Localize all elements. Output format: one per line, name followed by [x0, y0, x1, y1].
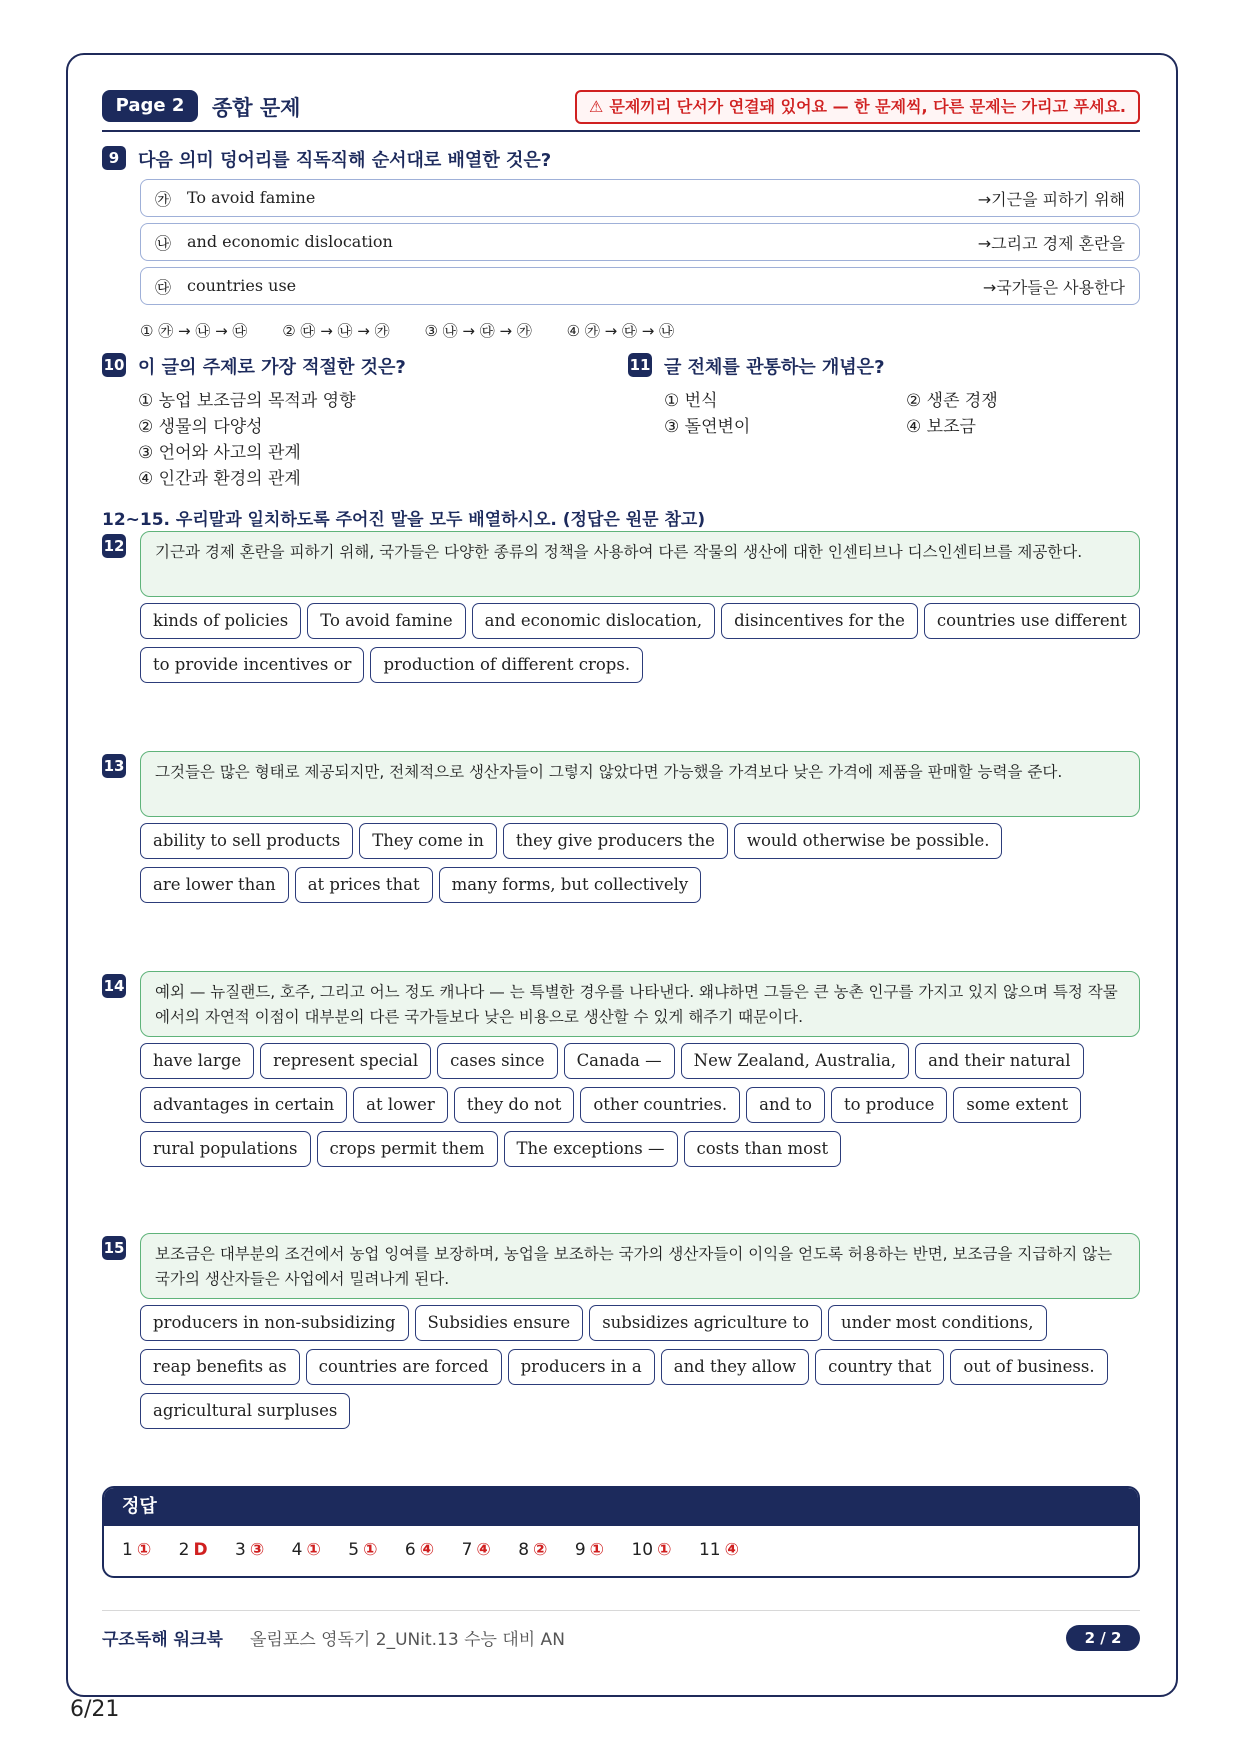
answer-option[interactable]: ④ 인간과 환경의 관계 [138, 469, 301, 489]
word-tile[interactable]: many forms, but collectively [439, 867, 702, 903]
word-tile[interactable]: and to [746, 1087, 825, 1123]
answer-option[interactable]: ② 생물의 다양성 [138, 417, 263, 437]
page-header [102, 90, 1140, 132]
word-tile[interactable]: ability to sell products [140, 823, 353, 859]
word-tile[interactable]: They come in [359, 823, 497, 859]
word-tile[interactable]: cases since [437, 1043, 557, 1079]
word-tile[interactable]: country that [815, 1349, 944, 1385]
word-tile[interactable]: other countries. [580, 1087, 740, 1123]
answer-item [348, 1540, 377, 1560]
page-counter: 6/21 [70, 1697, 120, 1722]
word-tile[interactable]: to produce [831, 1087, 947, 1123]
answer-item [575, 1540, 604, 1560]
question-number: 15 [102, 1236, 126, 1260]
page-footer [102, 1610, 1140, 1650]
answer-value: ① [589, 1540, 605, 1560]
word-tile[interactable]: New Zealand, Australia, [681, 1043, 909, 1079]
answer-value: ④ [419, 1540, 435, 1560]
warning-icon: ⚠ [589, 97, 604, 116]
answer-number: 5 [348, 1540, 360, 1560]
answer-number: 10 [631, 1540, 654, 1560]
answer-option[interactable]: ① ㉮ → ㉯ → ㉰ [140, 322, 248, 340]
word-tiles [140, 1043, 1150, 1167]
answer-key-row [104, 1526, 1138, 1560]
word-tile[interactable]: production of different crops. [370, 647, 643, 683]
chunk-row [140, 179, 1140, 217]
word-tile[interactable]: to provide incentives or [140, 647, 364, 683]
page-badge: Page 2 [102, 90, 198, 122]
word-tile[interactable]: reap benefits as [140, 1349, 300, 1385]
word-tile[interactable]: and their natural [915, 1043, 1083, 1079]
answer-number: 8 [518, 1540, 530, 1560]
answer-item [462, 1540, 491, 1560]
answer-value: ① [363, 1540, 378, 1560]
word-tile[interactable]: under most conditions, [828, 1305, 1046, 1341]
korean-sentence-box: 예외 — 뉴질랜드, 호주, 그리고 어느 정도 캐나다 — 는 특별한 경우를 나타낸다. 왜냐하면 그들은 큰 농촌 인구를 가지고 있지 않으며 특정 작물에서의 자연적 이점이 대부분의 다른 국가들보다 낮은 비용으로 생산할 수 있게 해주기 때문이다. [140, 971, 1140, 1037]
answer-number: 2 [178, 1540, 190, 1560]
word-tile[interactable]: producers in non-subsidizing [140, 1305, 409, 1341]
word-tile[interactable]: countries use different [924, 603, 1140, 639]
word-tiles [140, 823, 1150, 903]
answer-value: ① [657, 1540, 672, 1560]
footer-title: 구조독해 워크북 [102, 1630, 223, 1650]
chunk-marker: ㉮ [155, 190, 172, 209]
answer-item [518, 1540, 547, 1560]
korean-sentence-box: 보조금은 대부분의 조건에서 농업 잉여를 보장하며, 농업을 보조하는 국가의 생산자들이 이익을 얻도록 허용하는 반면, 보조금을 지급하지 않는 국가의 생산자들은 사업에서 밀려나게 된다. [140, 1233, 1140, 1299]
word-tile[interactable]: they give producers the [503, 823, 728, 859]
answer-number: 4 [291, 1540, 303, 1560]
question-number: 14 [102, 974, 126, 998]
answer-item [405, 1540, 434, 1560]
answer-option[interactable]: ② 생존 경쟁 [906, 391, 998, 411]
word-tile[interactable]: To avoid famine [307, 603, 465, 639]
question-number: 11 [628, 353, 652, 377]
chunk-korean: →그리고 경제 혼란을 [977, 234, 1125, 253]
word-tile[interactable]: producers in a [508, 1349, 655, 1385]
chunk-row [140, 267, 1140, 305]
word-tiles [140, 1305, 1150, 1429]
answer-key [102, 1486, 1140, 1578]
footer-page-badge: 2 / 2 [1066, 1625, 1140, 1651]
answer-number: 7 [461, 1540, 473, 1560]
answer-value: ④ [724, 1540, 739, 1560]
answer-option[interactable]: ④ 보조금 [906, 417, 976, 437]
question-number: 10 [102, 353, 126, 377]
answer-item [292, 1540, 321, 1560]
word-tile[interactable]: represent special [260, 1043, 431, 1079]
answer-option[interactable]: ③ ㉯ → ㉰ → ㉮ [424, 322, 532, 340]
korean-sentence-box: 그것들은 많은 형태로 제공되지만, 전체적으로 생산자들이 그렇지 않았다면 가능했을 가격보다 낮은 가격에 제품을 판매할 능력을 준다. [140, 751, 1140, 817]
word-tile[interactable]: countries are forced [306, 1349, 502, 1385]
warning-banner [575, 90, 1140, 124]
answer-item [631, 1540, 671, 1560]
word-tile[interactable]: at lower [353, 1087, 448, 1123]
answer-option[interactable]: ③ 언어와 사고의 관계 [138, 443, 301, 463]
word-tile[interactable]: subsidizes agriculture to [589, 1305, 822, 1341]
answer-number: 3 [235, 1540, 246, 1560]
answer-number: 1 [122, 1540, 133, 1560]
word-tile[interactable]: and economic dislocation, [472, 603, 716, 639]
word-tile[interactable]: have large [140, 1043, 254, 1079]
question-number: 13 [102, 754, 126, 778]
answer-number: 6 [404, 1540, 416, 1560]
warning-text: 문제끼리 단서가 연결돼 있어요 — 한 문제씩, 다른 문제는 가리고 푸세요. [609, 97, 1126, 116]
chunk-marker: ㉰ [155, 278, 172, 297]
section-title: 12~15. 우리말과 일치하도록 주어진 말을 모두 배열하시오. (정답은 원문 참고) [102, 510, 706, 530]
word-tile[interactable]: rural populations [140, 1131, 311, 1167]
chunk-english: and economic dislocation [187, 232, 393, 251]
chunk-korean: →기근을 피하기 위해 [977, 190, 1125, 209]
answer-item [235, 1540, 264, 1560]
question-number: 12 [102, 534, 126, 558]
word-tiles [140, 603, 1150, 683]
answer-key-title: 정답 [104, 1488, 1138, 1526]
word-tile[interactable]: they do not [454, 1087, 575, 1123]
word-tile[interactable]: some extent [953, 1087, 1081, 1123]
answer-item [699, 1540, 739, 1560]
q9-options [140, 320, 704, 341]
answer-option[interactable]: ① 번식 [664, 391, 718, 411]
page-title: 종합 문제 [212, 96, 301, 120]
answer-number: 9 [574, 1540, 586, 1560]
word-tile[interactable]: Subsidies ensure [415, 1305, 584, 1341]
answer-value: ③ [249, 1540, 265, 1560]
word-tile[interactable]: would otherwise be possible. [734, 823, 1003, 859]
word-tile[interactable]: crops permit them [317, 1131, 498, 1167]
word-tile[interactable]: and they allow [661, 1349, 809, 1385]
chunk-english: countries use [187, 276, 297, 295]
word-tile[interactable]: at prices that [295, 867, 433, 903]
answer-option[interactable]: ① 농업 보조금의 목적과 영향 [138, 391, 356, 411]
answer-option[interactable]: ④ ㉮ → ㉰ → ㉯ [566, 322, 675, 340]
chunk-row [140, 223, 1140, 261]
answer-item [179, 1540, 208, 1560]
answer-value: ① [136, 1540, 152, 1560]
question-number: 9 [102, 146, 126, 170]
korean-sentence-box: 기근과 경제 혼란을 피하기 위해, 국가들은 다양한 종류의 정책을 사용하여 다른 작물의 생산에 대한 인센티브나 디스인센티브를 제공한다. [140, 531, 1140, 597]
answer-option[interactable]: ③ 돌연변이 [664, 417, 751, 437]
word-tile[interactable]: Canada — [564, 1043, 675, 1079]
answer-item [122, 1540, 151, 1560]
word-tile[interactable]: out of business. [950, 1349, 1107, 1385]
answer-value: ① [306, 1540, 321, 1560]
chunk-marker: ㉯ [155, 234, 172, 253]
answer-value: ④ [476, 1540, 491, 1560]
answer-value: D [193, 1540, 208, 1560]
answer-value: ② [533, 1540, 548, 1560]
footer-subtitle: 올림포스 영독기 2_UNit.13 수능 대비 AN [250, 1630, 565, 1650]
answer-option[interactable]: ② ㉰ → ㉯ → ㉮ [282, 322, 390, 340]
word-tile[interactable]: advantages in certain [140, 1087, 347, 1123]
word-tile[interactable]: kinds of policies [140, 603, 301, 639]
question-text: 다음 의미 덩어리를 직독직해 순서대로 배열한 것은? [138, 150, 552, 171]
question-text: 이 글의 주제로 가장 적절한 것은? [138, 357, 406, 378]
word-tile[interactable]: are lower than [140, 867, 289, 903]
word-tile[interactable]: The exceptions — [504, 1131, 678, 1167]
chunk-english: To avoid famine [187, 188, 316, 207]
word-tile[interactable]: disincentives for the [721, 603, 918, 639]
chunk-korean: →국가들은 사용한다 [982, 278, 1125, 297]
question-text: 글 전체를 관통하는 개념은? [664, 357, 885, 378]
word-tile[interactable]: costs than most [684, 1131, 842, 1167]
word-tile[interactable]: agricultural surpluses [140, 1393, 350, 1429]
answer-number: 11 [698, 1540, 721, 1560]
